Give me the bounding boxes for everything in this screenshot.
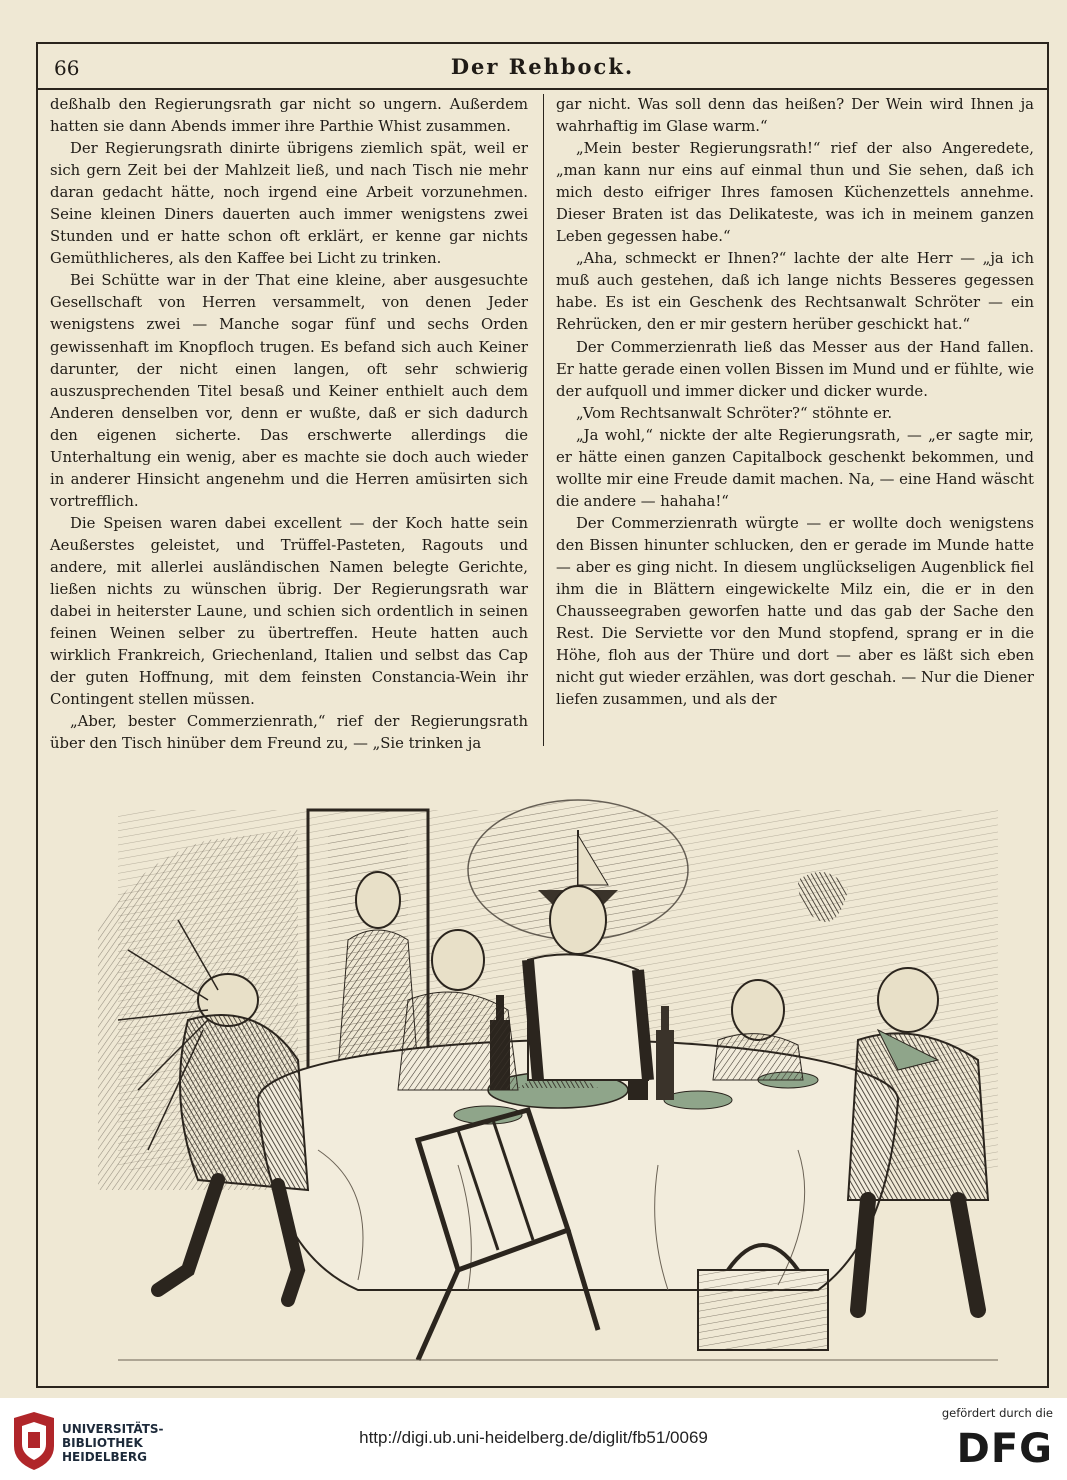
permalink-url[interactable]: http://digi.ub.uni-heidelberg.de/diglit/fb51/0069: [359, 1428, 708, 1447]
dinner-scene-illustration: [58, 770, 1033, 1370]
header-rule: [38, 88, 1047, 90]
page-number: 66: [54, 56, 80, 80]
sponsor-text: gefördert durch die: [941, 1406, 1053, 1420]
column-divider: [543, 94, 544, 746]
right-text-column: [556, 94, 1034, 711]
paragraph: „Aha, schmeckt er Ihnen?“ lachte der alte Herr — „ja ich muß auch gestehen, daß ich lange nichts Besseres gegessen habe. Es ist ein Geschenk des Rechtsanwalt Schröter — ein Rehrücken, den er mir gestern herüber geschickt hat.“: [556, 250, 1034, 334]
library-line: BIBLIOTHEK: [62, 1436, 143, 1450]
digitization-footer: [0, 1398, 1067, 1480]
paragraph: „Vom Rechtsanwalt Schröter?“ stöhnte er.: [576, 404, 893, 422]
library-line: UNIVERSITÄTS-: [62, 1422, 164, 1436]
running-title: Der Rehbock.: [450, 54, 635, 79]
page-header: [38, 44, 1047, 92]
left-text-column: [50, 94, 528, 755]
paragraph: gar nicht. Was soll denn das heißen? Der Wein wird Ihnen ja wahrhaftig im Glase warm.“: [556, 96, 1034, 136]
paragraph: „Aber, bester Commerzienrath,“ rief der Regierungsrath über den Tisch hinüber dem Freund zu, — „Sie trinken ja: [50, 713, 528, 753]
paragraph: Bei Schütte war in der That eine kleine, aber ausgesuchte Gesellschaft von Herren versammelt, von denen Jeder wenigstens zwei — Manche sogar fünf und sechs Orden gewissenhaft im Knopfloch trugen. Es befand sich auch Keiner darunter, der nicht einen langen, oft sehr schwierig auszusprechenden Titel besaß und Keiner enthielt auch dem Anderen denselben vor, denn er wußte, daß er sich dadurch den eigenen sicherte. Das erschwerte allerdings die Unterhaltung ein wenig, aber es machte sie doch auch wieder in anderer Hinsicht angenehm und die Herren amüsirten sich vortrefflich.: [50, 272, 528, 510]
library-line: HEIDELBERG: [62, 1450, 147, 1464]
paragraph: Die Speisen waren dabei excellent — der Koch hatte sein Aeußerstes geleistet, und Trüffel-Pasteten, Ragouts und andere, mit allerlei ausländischen Namen belegte Gerichte, ließen nichts zu wünschen übrig. Der Regierungsrath war dabei in heiterster Laune, und schien sich ordentlich in seinen feinen Weinen selber zu übertreffen. Heute hatten auch wirklich Frankreich, Griechenland, Italien und selbst das Cap der guten Hoffnung, mit dem feinsten Constancia-Wein ihr Contingent stellen müssen.: [50, 514, 528, 709]
paragraph: Der Regierungsrath dinirte übrigens ziemlich spät, weil er sich gern Zeit bei der Mahlzeit ließ, und nach Tisch nie mehr daran gedacht hätte, noch irgend eine Arbeit vorzunehmen. Seine kleinen Diners dauerten auch immer wenigstens zwei Stunden und er hatte schon oft erklärt, er kenne gar nichts Gemüthlicheres, als den Kaffee bei Licht zu trinken.: [50, 140, 528, 268]
page-frame: [36, 42, 1049, 1388]
paragraph: deßhalb den Regierungsrath gar nicht so ungern. Außerdem hatten sie dann Abends immer ihre Parthie Whist zusammen.: [50, 96, 528, 136]
paragraph: Der Commerzienrath ließ das Messer aus der Hand fallen. Er hatte gerade einen vollen Bissen im Mund und er fühlte, wie der aufquoll und immer dicker und dicker wurde.: [556, 338, 1035, 400]
paragraph: „Ja wohl,“ nickte der alte Regierungsrath, — „er sagte mir, er hätte einen ganzen Capitalbock geschenkt bekommen, und wollte mir eine Freude damit machen. Na, — eine Hand wäscht die andere — hahaha!“: [556, 426, 1034, 510]
paragraph: „Mein bester Regierungsrath!“ rief der also Angeredete, „man kann nur eins auf einmal thun und Sie sehen, daß ich mich desto eifriger Ihres famosen Küchenzettels annehme. Dieser Braten ist das Delikateste, was ich in meinem ganzen Leben gegessen habe.“: [556, 140, 1034, 246]
dfg-logo: DFG: [956, 1426, 1053, 1472]
paragraph: Der Commerzienrath würgte — er wollte doch wenigstens den Bissen hinunter schlucken, den er gerade im Munde hatte — aber es ging nicht. In diesem unglückseligen Augenblick fiel ihm die in Blättern eingewickelte Milz ein, die er in den Chausseegraben geworfen hatte und das gab der Sache den Rest. Die Serviette vor den Mund stopfend, sprang er in die Höhe, floh aus der Thüre und dort — aber es läßt sich eben nicht gut wieder erzählen, was dort geschah. — Nur die Diener liefen zusammen, und als der: [556, 514, 1034, 709]
